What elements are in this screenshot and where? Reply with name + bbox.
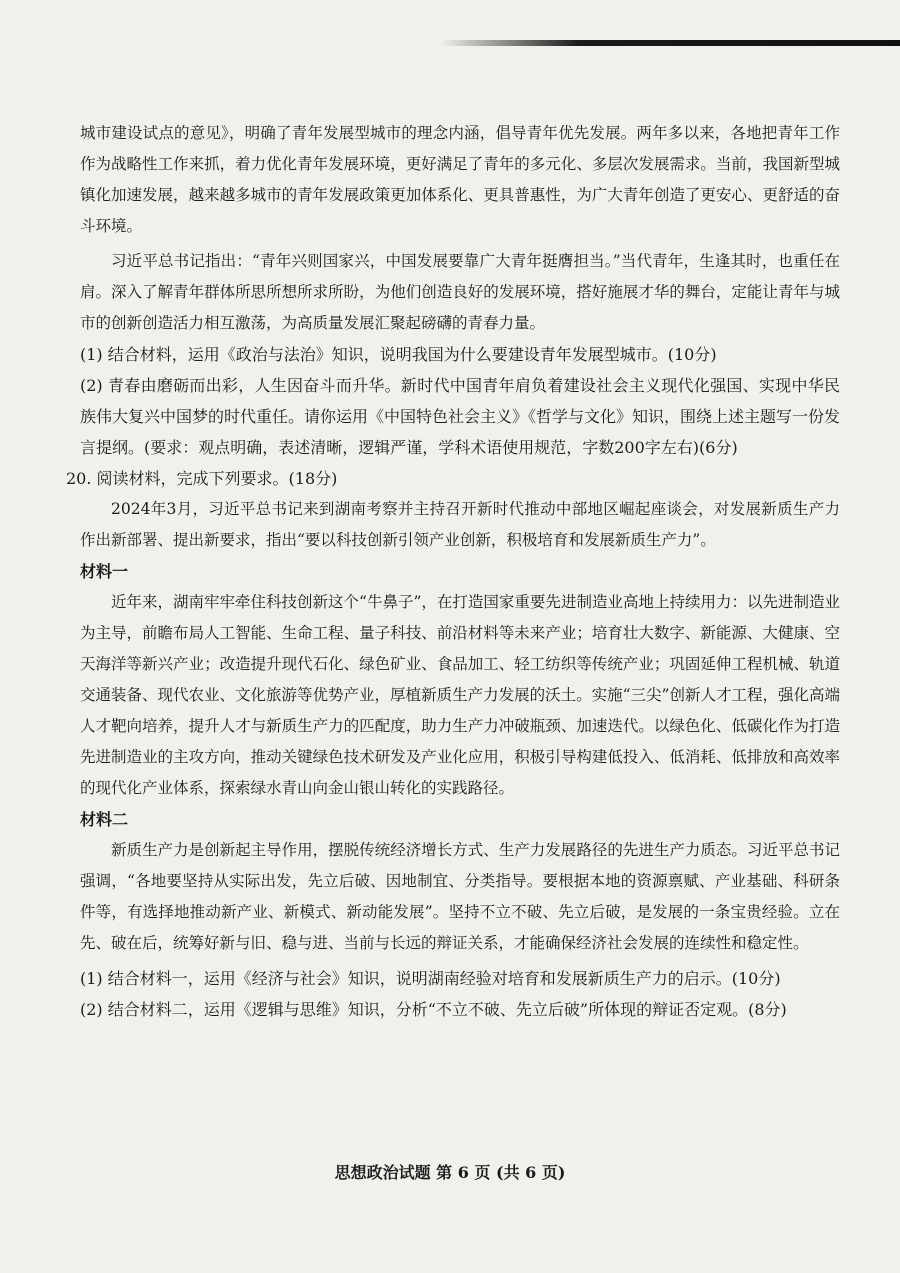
material-continuation: 城市建设试点的意见》，明确了青年发展型城市的理念内涵，倡导青年优先发展。两年多以来，各地把青年工作作为战略性工作来抓，着力优化青年发展环境，更好满足了青年的多元化、多层次发展需求。当前，我国新型城镇化加速发展，越来越多城市的青年发展政策更加体系化、更具普惠性，为广大青年创造了更安心、更舒适的奋斗环境。 bbox=[80, 124, 840, 235]
question-19-part-2: (2) 青春由磨砺而出彩，人生因奋斗而升华。新时代中国青年肩负着建设社会主义现代化强国、实现中华民族伟大复兴中国梦的时代重任。请你运用《中国特色社会主义》《哲学与文化》知识，围绕上述主题写一份发言提纲。(要求：观点明确，表述清晰，逻辑严谨，学科术语使用规范，字数200字左右)(6分) bbox=[80, 376, 841, 457]
quote-paragraph: 习近平总书记指出：“青年兴则国家兴，中国发展要靠广大青年挺膺担当。”当代青年，生逢其时，也重任在肩。深入了解青年群体所思所想所求所盼，为他们创造良好的发展环境，搭好施展才华的舞台，定能让青年与城市的创新创造活力相互激荡，为高质量发展汇聚起磅礴的青春力量。 bbox=[80, 252, 840, 332]
question-20-part-2: (2) 结合材料二，运用《逻辑与思维》知识，分析“不立不破、先立后破”所体现的辩证否定观。(8分) bbox=[80, 1000, 787, 1019]
material-1-label: 材料一 bbox=[80, 562, 129, 581]
top-edge-shadow bbox=[440, 40, 900, 46]
material-1-text: 近年来，湖南牢牢牵住科技创新这个“牛鼻子”，在打造国家重要先进制造业高地上持续用力：以先进制造业为主导，前瞻布局人工智能、生命工程、量子科技、前沿材料等未来产业；培育壮大数字、新能源、大健康、空天海洋等新兴产业；改造提升现代石化、绿色矿业、食品加工、轻工纺织等传统产业；巩固延伸工程机械、轨道交通装备、现代农业、文化旅游等优势产业，厚植新质生产力发展的沃土。实施“三尖”创新人才工程，强化高端人才靶向培养，提升人才与新质生产力的匹配度，助力生产力冲破瓶颈、加速迭代。以绿色化、低碳化作为打造先进制造业的主攻方向，推动关键绿色技术研发及产业化应用，积极引导构建低投入、低消耗、低排放和高效率的现代化产业体系，探索绿水青山向金山银山转化的实践路径。 bbox=[80, 593, 840, 797]
question-20-part-1: (1) 结合材料一，运用《经济与社会》知识，说明湖南经验对培育和发展新质生产力的启示。(10分) bbox=[80, 969, 781, 988]
question-19-part-1: (1) 结合材料，运用《政治与法治》知识，说明我国为什么要建设青年发展型城市。(10分) bbox=[80, 345, 717, 364]
exam-page-body bbox=[66, 118, 841, 1025]
page-footer: 思想政治试题 第 6 页 (共 6 页) bbox=[334, 1163, 566, 1182]
question-20-intro: 2024年3月，习近平总书记来到湖南考察并主持召开新时代推动中部地区崛起座谈会，对发展新质生产力作出新部署、提出新要求，指出“要以科技创新引领产业创新，积极培育和发展新质生产力”。 bbox=[80, 500, 840, 549]
question-20-heading: 20. 阅读材料，完成下列要求。(18分) bbox=[66, 469, 338, 488]
material-2-label: 材料二 bbox=[80, 810, 129, 829]
material-2-text: 新质生产力是创新起主导作用，摆脱传统经济增长方式、生产力发展路径的先进生产力质态。习近平总书记强调，“各地要坚持从实际出发，先立后破、因地制宜、分类指导。要根据本地的资源禀赋、产业基础、科研条件等，有选择地推动新产业、新模式、新动能发展”。坚持不立不破、先立后破，是发展的一条宝贵经验。立在先、破在后，统筹好新与旧、稳与进、当前与长远的辩证关系，才能确保经济社会发展的连续性和稳定性。 bbox=[80, 841, 840, 952]
